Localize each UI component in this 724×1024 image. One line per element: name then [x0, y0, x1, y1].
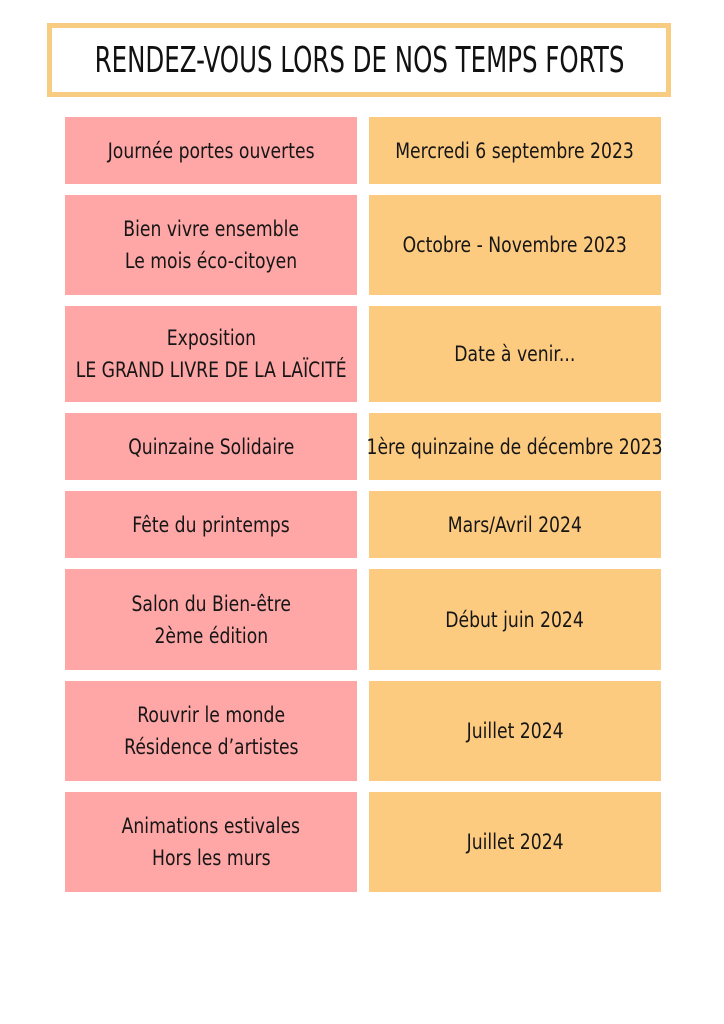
event-line: Journée portes ouvertes — [107, 138, 315, 163]
date-cell-2 — [369, 195, 661, 295]
event-cell-4 — [65, 413, 357, 480]
event-line: Animations estivales — [121, 814, 301, 838]
date-cell-4 — [366, 413, 664, 480]
page-title: RENDEZ-VOUS LORS DE NOS TEMPS FORTS — [94, 39, 624, 81]
date-cell-8 — [369, 792, 661, 892]
date-text: Juillet 2024 — [466, 719, 564, 743]
event-line: Bien vivre ensemble — [123, 217, 299, 241]
date-text: Date à venir... — [454, 342, 576, 366]
event-cell-3 — [65, 306, 357, 402]
event-line: Quinzaine Solidaire — [127, 434, 295, 459]
event-cell-1 — [65, 117, 357, 184]
date-cell-7 — [369, 681, 661, 781]
date-text: Mars/Avril 2024 — [447, 512, 583, 537]
title-banner — [47, 23, 671, 97]
date-cell-1 — [369, 117, 661, 184]
event-cell-5 — [65, 491, 357, 558]
event-line: Hors les murs — [151, 846, 271, 870]
event-line: 2ème édition — [154, 623, 268, 648]
event-line: Fête du printemps — [132, 512, 290, 537]
event-line: Exposition — [166, 326, 256, 350]
date-text: 1ère quinzaine de décembre 2023 — [366, 434, 664, 459]
event-cell-8 — [65, 792, 357, 892]
date-text: Octobre - Novembre 2023 — [402, 233, 628, 257]
event-line: Rouvrir le monde — [137, 703, 285, 727]
event-cell-2 — [65, 195, 357, 295]
event-line: Salon du Bien-être — [131, 591, 291, 616]
date-cell-3 — [369, 306, 661, 402]
event-line: Résidence d’artistes — [123, 735, 299, 759]
event-cell-7 — [65, 681, 357, 781]
date-text: Début juin 2024 — [445, 607, 585, 632]
date-cell-5 — [369, 491, 661, 558]
event-line: Le mois éco-citoyen — [124, 249, 298, 273]
date-text: Juillet 2024 — [466, 830, 564, 854]
event-line: LE GRAND LIVRE DE LA LAÏCITÉ — [75, 358, 347, 382]
date-text: Mercredi 6 septembre 2023 — [395, 138, 635, 163]
event-cell-6 — [65, 569, 357, 670]
date-cell-6 — [369, 569, 661, 670]
